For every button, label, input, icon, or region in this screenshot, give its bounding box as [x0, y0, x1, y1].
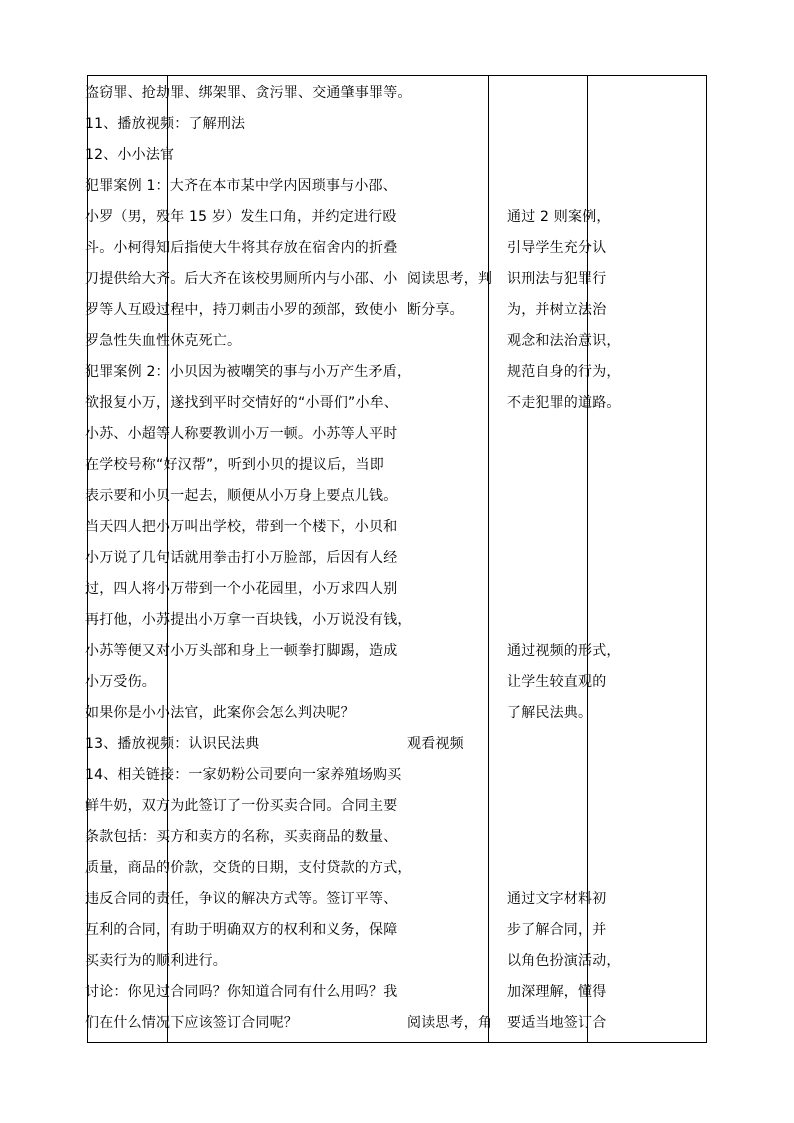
- intent-line: 引导学生充分认: [507, 240, 607, 256]
- column-divider: [488, 76, 489, 1042]
- content-line: 违反合同的责任，争议的解决方式等。签订平等、: [85, 891, 398, 907]
- content-line: 表示要和小贝一起去，顺便从小万身上要点儿钱。: [85, 488, 398, 504]
- content-line: 讨论：你见过合同吗？你知道合同有什么用吗？我: [85, 984, 398, 1000]
- intent-line: 观念和法治意识，: [507, 333, 621, 349]
- content-line: 14、相关链接：一家奶粉公司要向一家养殖场购买: [85, 767, 402, 783]
- content-line: 犯罪案例 1：大齐在本市某中学内因琐事与小邵、: [85, 178, 397, 194]
- intent-line: 通过文字材料初: [507, 891, 607, 907]
- intent-line: 规范自身的行为，: [507, 364, 621, 380]
- content-line: 互利的合同，有助于明确双方的权利和义务，保障: [85, 922, 398, 938]
- content-line: 罗急性失血性休克死亡。: [85, 333, 242, 349]
- content-line: 们在什么情况下应该签订合同呢？: [85, 1015, 298, 1031]
- content-line: 当天四人把小万叫出学校，带到一个楼下，小贝和: [85, 519, 398, 535]
- content-line: 刀提供给大齐。后大齐在该校男厕所内与小邵、小: [85, 271, 398, 287]
- activity-line: 断分享。: [407, 302, 464, 318]
- content-line: 12、小小法官: [85, 147, 175, 163]
- content-line: 小苏等便又对小万头部和身上一顿拳打脚踢，造成: [85, 643, 398, 659]
- intent-line: 以角色扮演活动，: [507, 953, 621, 969]
- intent-line: 加深理解，懂得: [507, 984, 607, 1000]
- content-line: 小万受伤。: [85, 674, 156, 690]
- content-line: 在学校号称“好汉帮”，听到小贝的提议后，当即: [85, 457, 384, 473]
- intent-line: 不走犯罪的道路。: [507, 395, 621, 411]
- content-line: 买卖行为的顺利进行。: [85, 953, 227, 969]
- content-line: 犯罪案例 2：小贝因为被嘲笑的事与小万产生矛盾，: [85, 364, 412, 380]
- content-line: 如果你是小小法官，此案你会怎么判决呢？: [85, 705, 355, 721]
- content-line: 质量，商品的价款，交货的日期，支付贷款的方式，: [85, 860, 412, 876]
- intent-line: 要适当地签订合: [507, 1015, 607, 1031]
- content-line: 小万说了几句话就用拳击打小万脸部，后因有人经: [85, 550, 398, 566]
- content-line: 过，四人将小万带到一个小花园里，小万求四人别: [85, 581, 398, 597]
- intent-line: 让学生较直观的: [507, 674, 607, 690]
- content-line: 小罗（男，殁年 15 岁）发生口角，并约定进行殴: [85, 209, 397, 225]
- content-line: 11、播放视频：了解刑法: [85, 116, 246, 132]
- activity-line: 观看视频: [407, 736, 464, 752]
- content-line: 再打他，小苏提出小万拿一百块钱，小万说没有钱，: [85, 612, 412, 628]
- content-line: 盗窃罪、抢劫罪、绑架罪、贪污罪、交通肇事罪等。: [85, 85, 412, 101]
- content-line: 斗。小柯得知后指使大牛将其存放在宿舍内的折叠: [85, 240, 398, 256]
- intent-line: 步了解合同，并: [507, 922, 607, 938]
- content-line: 罗等人互殴过程中，持刀刺击小罗的颈部，致使小: [85, 302, 398, 318]
- activity-line: 阅读思考，判: [407, 271, 493, 287]
- content-line: 鲜牛奶，双方为此签订了一份买卖合同。合同主要: [85, 798, 398, 814]
- activity-line: 阅读思考，角: [407, 1015, 493, 1031]
- content-line: 13、播放视频：认识民法典: [85, 736, 260, 752]
- intent-line: 通过 2 则案例，: [507, 209, 611, 225]
- intent-line: 了解民法典。: [507, 705, 593, 721]
- content-line: 条款包括：买方和卖方的名称，买卖商品的数量、: [85, 829, 398, 845]
- content-line: 欲报复小万，遂找到平时交情好的“小哥们”小牟、: [85, 395, 399, 411]
- intent-line: 识刑法与犯罪行: [507, 271, 607, 287]
- intent-line: 为，并树立法治: [507, 302, 607, 318]
- intent-line: 通过视频的形式，: [507, 643, 621, 659]
- content-line: 小苏、小超等人称要教训小万一顿。小苏等人平时: [85, 426, 398, 442]
